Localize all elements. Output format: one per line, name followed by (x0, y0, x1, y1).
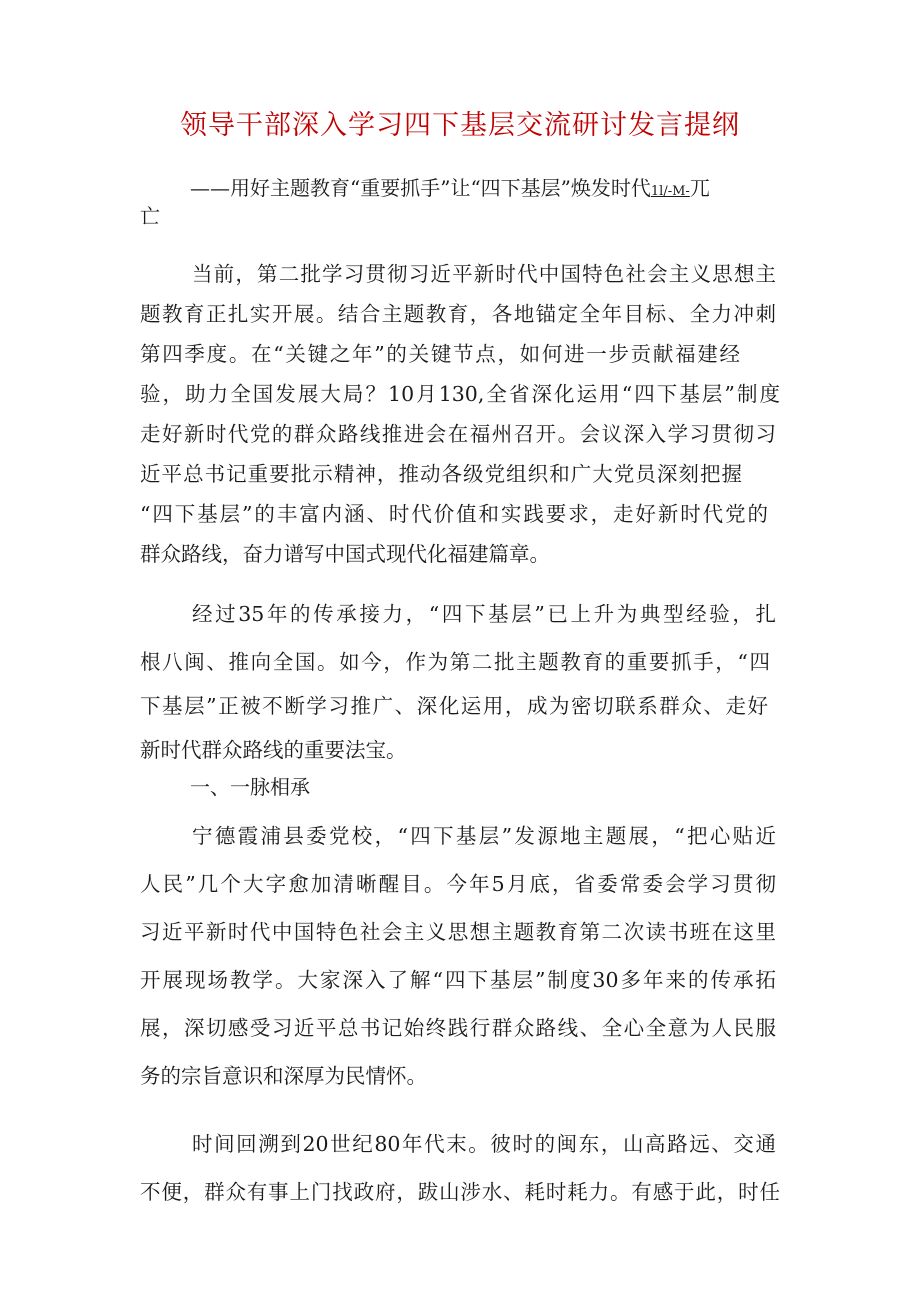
paragraph-line: “四下基层”的丰富内涵、时代价值和实践要求，走好新时代党的 (140, 502, 768, 526)
paragraph-line: 新时代群众路线的重要法宝。 (140, 738, 407, 762)
paragraph-line: 根八闽、推向全国。如今，作为第二批主题教育的重要抓手，“四 (140, 650, 770, 674)
paragraph-line: 务的宗旨意识和深厚为民情怀。 (140, 1064, 427, 1088)
paragraph-line: 人民”几个大字愈加清晰醒目。今年5月底，省委常委会学习贯彻 (140, 872, 776, 896)
paragraph-line: 不便，群众有事上门找政府，跋山涉水、耗时耗力。有感于此，时任 (140, 1180, 780, 1204)
paragraph-line: 第四季度。在“关键之年”的关键节点，如何进一步贡献福建经 (140, 342, 740, 366)
paragraph-line: 时间回溯到20世纪80年代末。彼时的闽东，山高路远、交通 (192, 1132, 776, 1156)
subtitle-end-char: 兀 (689, 176, 710, 200)
paragraph-line: 走好新时代党的群众路线推进会在福州召开。会议深入学习贯彻习 (140, 422, 776, 446)
section-heading: 一、一脉相承 (190, 775, 310, 799)
paragraph-line: 开展现场教学。大家深入了解“四下基层”制度30多年来的传承拓 (140, 968, 776, 992)
paragraph-line: 经过35年的传承接力，“四下基层”已上升为典型经验，扎 (192, 602, 776, 626)
subtitle-garbled-text: 1l/-M- (650, 184, 690, 199)
paragraph-line: 当前，第二批学习贯彻习近平新时代中国特色社会主义思想主 (192, 262, 776, 286)
paragraph-line: 验，助力全国发展大局？10月130,全省深化运用“四下基层”制度 (140, 382, 780, 406)
paragraph-line: 题教育正扎实开展。结合主题教育，各地锚定全年目标、全力冲刺 (140, 302, 776, 326)
paragraph-line: 近平总书记重要批示精神，推动各级党组织和广大党员深刻把握 (140, 462, 742, 486)
document-title: 领导干部深入学习四下基层交流研讨发言提纲 (180, 110, 740, 141)
paragraph-line: 下基层”正被不断学习推广、深化运用，成为密切联系群众、走好 (140, 694, 768, 718)
subtitle-text: ——用好主题教育“重要抓手”让“四下基层”焕发时代 (190, 176, 651, 200)
subtitle-continuation: 亡 (140, 204, 160, 228)
paragraph-line: 习近平新时代中国特色社会主义思想主题教育第二次读书班在这里 (140, 920, 776, 944)
paragraph-line: 群众路线，奋力谱写中国式现代化福建篇章。 (140, 542, 550, 566)
paragraph-line: 宁德霞浦县委党校，“四下基层”发源地主题展，“把心贴近 (192, 824, 776, 848)
document-subtitle (190, 176, 710, 204)
paragraph-line: 展，深切感受习近平总书记始终践行群众路线、全心全意为人民服 (140, 1016, 776, 1040)
